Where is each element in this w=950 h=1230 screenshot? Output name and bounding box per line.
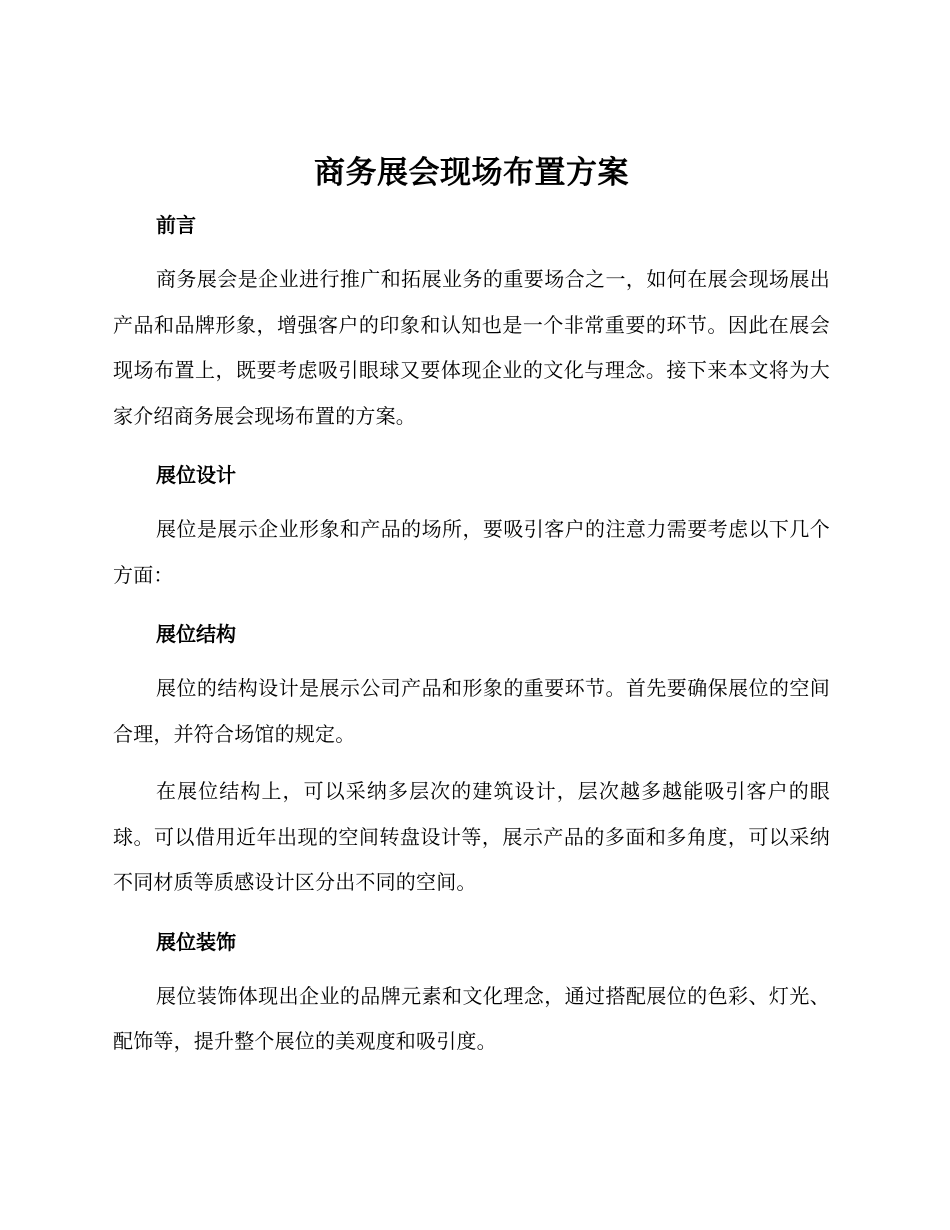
paragraph-preface: 商务展会是企业进行推广和拓展业务的重要场合之一，如何在展会现场展出产品和品牌形象，增强客户的印象和认知也是一个非常重要的环节。因此在展会现场布置上，既要考虑吸引眼球又要体现企业的文化与理念。接下来本文将为大家介绍商务展会现场布置的方案。	[113, 267, 830, 428]
paragraph-booth-structure-2: 在展位结构上，可以采纳多层次的建筑设计，层次越多越能吸引客户的眼球。可以借用近年出现的空间转盘设计等，展示产品的多面和多角度，可以采纳不同材质等质感设计区分出不同的空间。	[113, 779, 830, 894]
section-heading-booth-design: 展位设计	[156, 463, 236, 487]
section-heading-booth-decor: 展位装饰	[156, 929, 236, 954]
section-heading-booth-structure: 展位结构	[156, 622, 236, 646]
document-page	[113, 148, 830, 1065]
paragraph-booth-decor: 展位装饰体现出企业的品牌元素和文化理念，通过搭配展位的色彩、灯光、配饰等，提升整个展位的美观度和吸引度。	[113, 983, 830, 1053]
paragraph-booth-structure-1: 展位的结构设计是展示公司产品和形象的重要环节。首先要确保展位的空间合理，并符合场馆的规定。	[113, 676, 830, 746]
section-heading-preface: 前言	[156, 213, 196, 237]
document-title: 商务展会现场布置方案	[314, 155, 629, 191]
paragraph-booth-design: 展位是展示企业形象和产品的场所，要吸引客户的注意力需要考虑以下几个方面：	[113, 517, 830, 587]
